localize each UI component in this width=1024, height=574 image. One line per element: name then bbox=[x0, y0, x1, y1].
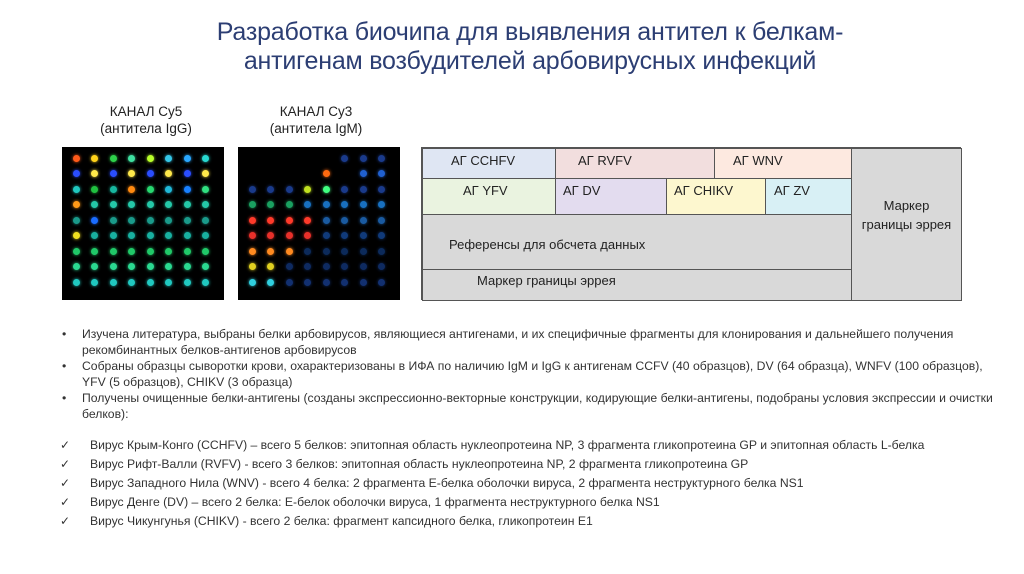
slide-title-line1: Разработка биочипа для выявления антител к белкам- bbox=[216, 18, 844, 46]
map-cell-border-marker-bottom: Маркер границы эррея bbox=[422, 269, 852, 301]
microarray-spot bbox=[304, 217, 311, 224]
microarray-spot bbox=[110, 201, 117, 208]
microarray-spot bbox=[147, 186, 154, 193]
map-cell-yfv: АГ YFV bbox=[422, 178, 556, 215]
microarray-spot bbox=[128, 155, 135, 162]
microarray-spot bbox=[110, 232, 117, 239]
slide-title bbox=[150, 18, 910, 76]
microarray-spot bbox=[360, 248, 367, 255]
microarray-spot bbox=[286, 201, 293, 208]
microarray-spot bbox=[147, 201, 154, 208]
microarray-spot bbox=[323, 279, 330, 286]
microarray-spot bbox=[165, 263, 172, 270]
microarray-spot bbox=[184, 263, 191, 270]
channel-label-cy3: КАНАЛ Cy3 (антитела IgM) bbox=[269, 104, 363, 136]
microarray-spot bbox=[165, 232, 172, 239]
list-item: ✓ Вирус Западного Нила (WNV) - всего 4 белка: 2 фрагмента Е-белка оболочки вируса, 2 фрагмента неструктурного белка NS1 bbox=[60, 476, 804, 490]
microarray-spot bbox=[91, 263, 98, 270]
microarray-spot bbox=[286, 248, 293, 255]
map-cell-wnv: АГ WNV bbox=[714, 148, 852, 179]
microarray-spot bbox=[184, 217, 191, 224]
microarray-spot bbox=[73, 248, 80, 255]
microarray-spot bbox=[147, 217, 154, 224]
microarray-spot bbox=[323, 201, 330, 208]
microarray-spot bbox=[323, 217, 330, 224]
microarray-spot bbox=[202, 232, 209, 239]
check-icon: ✓ bbox=[60, 495, 71, 509]
microarray-spot bbox=[73, 201, 80, 208]
list-item: • Собраны образцы сыворотки крови, охарактеризованы в ИФА по наличию IgM и IgG к антигенам CCFV (40 образцов), DV (64 образца), WNFV (100 образцов), YFV (5 образцов), CHIKV (3 образца) bbox=[62, 359, 983, 389]
microarray-spot bbox=[249, 248, 256, 255]
microarray-spot bbox=[110, 263, 117, 270]
map-cell-rvfv: АГ RVFV bbox=[555, 148, 715, 179]
microarray-spot bbox=[73, 170, 80, 177]
microarray-spot bbox=[341, 263, 348, 270]
microarray-spot bbox=[128, 279, 135, 286]
microarray-spot bbox=[147, 279, 154, 286]
microarray-spot bbox=[286, 279, 293, 286]
microarray-spot bbox=[323, 186, 330, 193]
microarray-spot bbox=[202, 155, 209, 162]
microarray-spot bbox=[341, 217, 348, 224]
microarray-spot bbox=[360, 279, 367, 286]
microarray-spot bbox=[184, 155, 191, 162]
microarray-spot bbox=[73, 263, 80, 270]
microarray-spot bbox=[267, 248, 274, 255]
microarray-spot bbox=[165, 155, 172, 162]
microarray-spot bbox=[91, 155, 98, 162]
microarray-spot bbox=[304, 201, 311, 208]
microarray-spot bbox=[378, 186, 385, 193]
list-item: ✓ Вирус Денге (DV) – всего 2 белка: Е-белок оболочки вируса, 1 фрагмента неструктурного белка NS1 bbox=[60, 495, 660, 509]
microarray-spot bbox=[249, 217, 256, 224]
microarray-spot bbox=[378, 155, 385, 162]
map-cell-dv: АГ DV bbox=[555, 178, 667, 215]
microarray-spot bbox=[341, 155, 348, 162]
microarray-spot bbox=[91, 279, 98, 286]
microarray-spot bbox=[378, 201, 385, 208]
microarray-spot bbox=[184, 279, 191, 286]
microarray-spot bbox=[341, 186, 348, 193]
microarray-spot bbox=[147, 155, 154, 162]
microarray-spot bbox=[128, 248, 135, 255]
microarray-spot bbox=[128, 217, 135, 224]
microarray-spot bbox=[147, 263, 154, 270]
microarray-spot bbox=[202, 186, 209, 193]
slide-title-line2: антигенам возбудителей арбовирусных инфекций bbox=[243, 47, 817, 75]
microarray-spot bbox=[249, 186, 256, 193]
map-cell-references: Референсы для обсчета данных bbox=[422, 214, 852, 270]
microarray-spot bbox=[128, 263, 135, 270]
microarray-spot bbox=[378, 170, 385, 177]
microarray-spot bbox=[147, 248, 154, 255]
list-item: • Изучена литература, выбраны белки арбовирусов, являющиеся антигенами, и их специфичные фрагменты для клонирования и дальнейшего получения рекомбинантных белков-антигенов арбовирусов bbox=[62, 327, 954, 357]
microarray-spot bbox=[73, 217, 80, 224]
microarray-spot bbox=[304, 248, 311, 255]
microarray-spot bbox=[378, 279, 385, 286]
microarray-spot bbox=[304, 263, 311, 270]
microarray-spot bbox=[378, 248, 385, 255]
microarray-spot bbox=[184, 201, 191, 208]
microarray-spot bbox=[341, 279, 348, 286]
microarray-image-cy3 bbox=[238, 147, 400, 300]
microarray-spot bbox=[304, 186, 311, 193]
microarray-spot bbox=[202, 217, 209, 224]
microarray-spot bbox=[360, 170, 367, 177]
microarray-spot bbox=[341, 248, 348, 255]
microarray-spot bbox=[378, 263, 385, 270]
virus-protein-list bbox=[58, 437, 1008, 532]
microarray-spot bbox=[249, 201, 256, 208]
microarray-spot bbox=[202, 201, 209, 208]
map-cell-chikv: АГ CHIKV bbox=[666, 178, 766, 215]
microarray-spot bbox=[249, 279, 256, 286]
map-cell-cchfv: АГ CCHFV bbox=[422, 148, 556, 179]
microarray-spot bbox=[267, 186, 274, 193]
microarray-spot bbox=[73, 155, 80, 162]
microarray-spot bbox=[110, 217, 117, 224]
microarray-spot bbox=[304, 232, 311, 239]
channel-label-cy5: КАНАЛ Cy5 (антитела IgG) bbox=[100, 104, 192, 136]
microarray-spot bbox=[202, 263, 209, 270]
check-icon: ✓ bbox=[60, 476, 71, 490]
microarray-spot bbox=[323, 170, 330, 177]
microarray-spot bbox=[184, 186, 191, 193]
microarray-spot bbox=[360, 232, 367, 239]
map-cell-border-marker-right: Маркер границы эррея bbox=[851, 148, 962, 301]
microarray-spot bbox=[267, 217, 274, 224]
microarray-spot bbox=[128, 232, 135, 239]
microarray-spot bbox=[249, 263, 256, 270]
microarray-spot bbox=[323, 232, 330, 239]
microarray-spot bbox=[110, 155, 117, 162]
microarray-spot bbox=[202, 279, 209, 286]
microarray-spot bbox=[110, 248, 117, 255]
map-cell-zv: АГ ZV bbox=[765, 178, 852, 215]
microarray-spot bbox=[286, 263, 293, 270]
microarray-spot bbox=[165, 170, 172, 177]
microarray-spot bbox=[341, 232, 348, 239]
microarray-spot bbox=[73, 186, 80, 193]
microarray-spot bbox=[128, 170, 135, 177]
microarray-spot bbox=[73, 279, 80, 286]
microarray-spot bbox=[128, 201, 135, 208]
microarray-spot bbox=[378, 217, 385, 224]
microarray-spot bbox=[165, 186, 172, 193]
microarray-spot bbox=[184, 232, 191, 239]
microarray-spot bbox=[91, 186, 98, 193]
microarray-spot bbox=[91, 248, 98, 255]
list-item: • Получены очищенные белки-антигены (созданы экспрессионно-векторные конструкции, кодирующие белки-антигены, подобраны условия экспрессии и очистки белков): bbox=[62, 391, 993, 421]
microarray-spot bbox=[202, 248, 209, 255]
list-item: ✓ Вирус Рифт-Валли (RVFV) - всего 3 белков: эпитопная область нуклеопротеина NP, 2 фрагмента гликопротеина GP bbox=[60, 457, 749, 471]
microarray-spot bbox=[184, 170, 191, 177]
microarray-spot bbox=[73, 232, 80, 239]
microarray-spot bbox=[165, 248, 172, 255]
microarray-spot bbox=[360, 217, 367, 224]
microarray-spot bbox=[267, 279, 274, 286]
microarray-spot bbox=[110, 170, 117, 177]
microarray-spot bbox=[147, 170, 154, 177]
microarray-spot bbox=[249, 232, 256, 239]
microarray-spot bbox=[91, 232, 98, 239]
microarray-spot bbox=[360, 155, 367, 162]
check-icon: ✓ bbox=[60, 514, 71, 528]
findings-list bbox=[58, 326, 1008, 422]
list-item: ✓ Вирус Чикунгунья (CHIKV) - всего 2 белка: фрагмент капсидного белка, гликопротеин Е1 bbox=[60, 514, 593, 528]
microarray-spot bbox=[323, 248, 330, 255]
microarray-spot bbox=[267, 263, 274, 270]
microarray-spot bbox=[110, 279, 117, 286]
microarray-spot bbox=[378, 232, 385, 239]
microarray-spot bbox=[267, 201, 274, 208]
microarray-spot bbox=[304, 279, 311, 286]
microarray-spot bbox=[91, 201, 98, 208]
array-layout-map bbox=[421, 147, 961, 300]
microarray-spot bbox=[91, 170, 98, 177]
microarray-spot bbox=[165, 201, 172, 208]
microarray-spot bbox=[147, 232, 154, 239]
microarray-spot bbox=[360, 263, 367, 270]
microarray-spot bbox=[360, 186, 367, 193]
list-item: ✓ Вирус Крым-Конго (CCHFV) – всего 5 белков: эпитопная область нуклеопротеина NP, 3 фрагмента гликопротеина GP и эпитопная область L-белка bbox=[60, 438, 925, 452]
microarray-spot bbox=[286, 217, 293, 224]
microarray-spot bbox=[341, 201, 348, 208]
microarray-spot bbox=[267, 232, 274, 239]
check-icon: ✓ bbox=[60, 457, 71, 471]
microarray-spot bbox=[286, 186, 293, 193]
check-icon: ✓ bbox=[60, 438, 71, 452]
microarray-spot bbox=[165, 279, 172, 286]
microarray-spot bbox=[323, 263, 330, 270]
microarray-spot bbox=[202, 170, 209, 177]
microarray-spot bbox=[360, 201, 367, 208]
microarray-spot bbox=[110, 186, 117, 193]
microarray-spot bbox=[165, 217, 172, 224]
microarray-spot bbox=[184, 248, 191, 255]
microarray-spot bbox=[286, 232, 293, 239]
microarray-image-cy5 bbox=[62, 147, 224, 300]
microarray-spot bbox=[128, 186, 135, 193]
microarray-spot bbox=[91, 217, 98, 224]
